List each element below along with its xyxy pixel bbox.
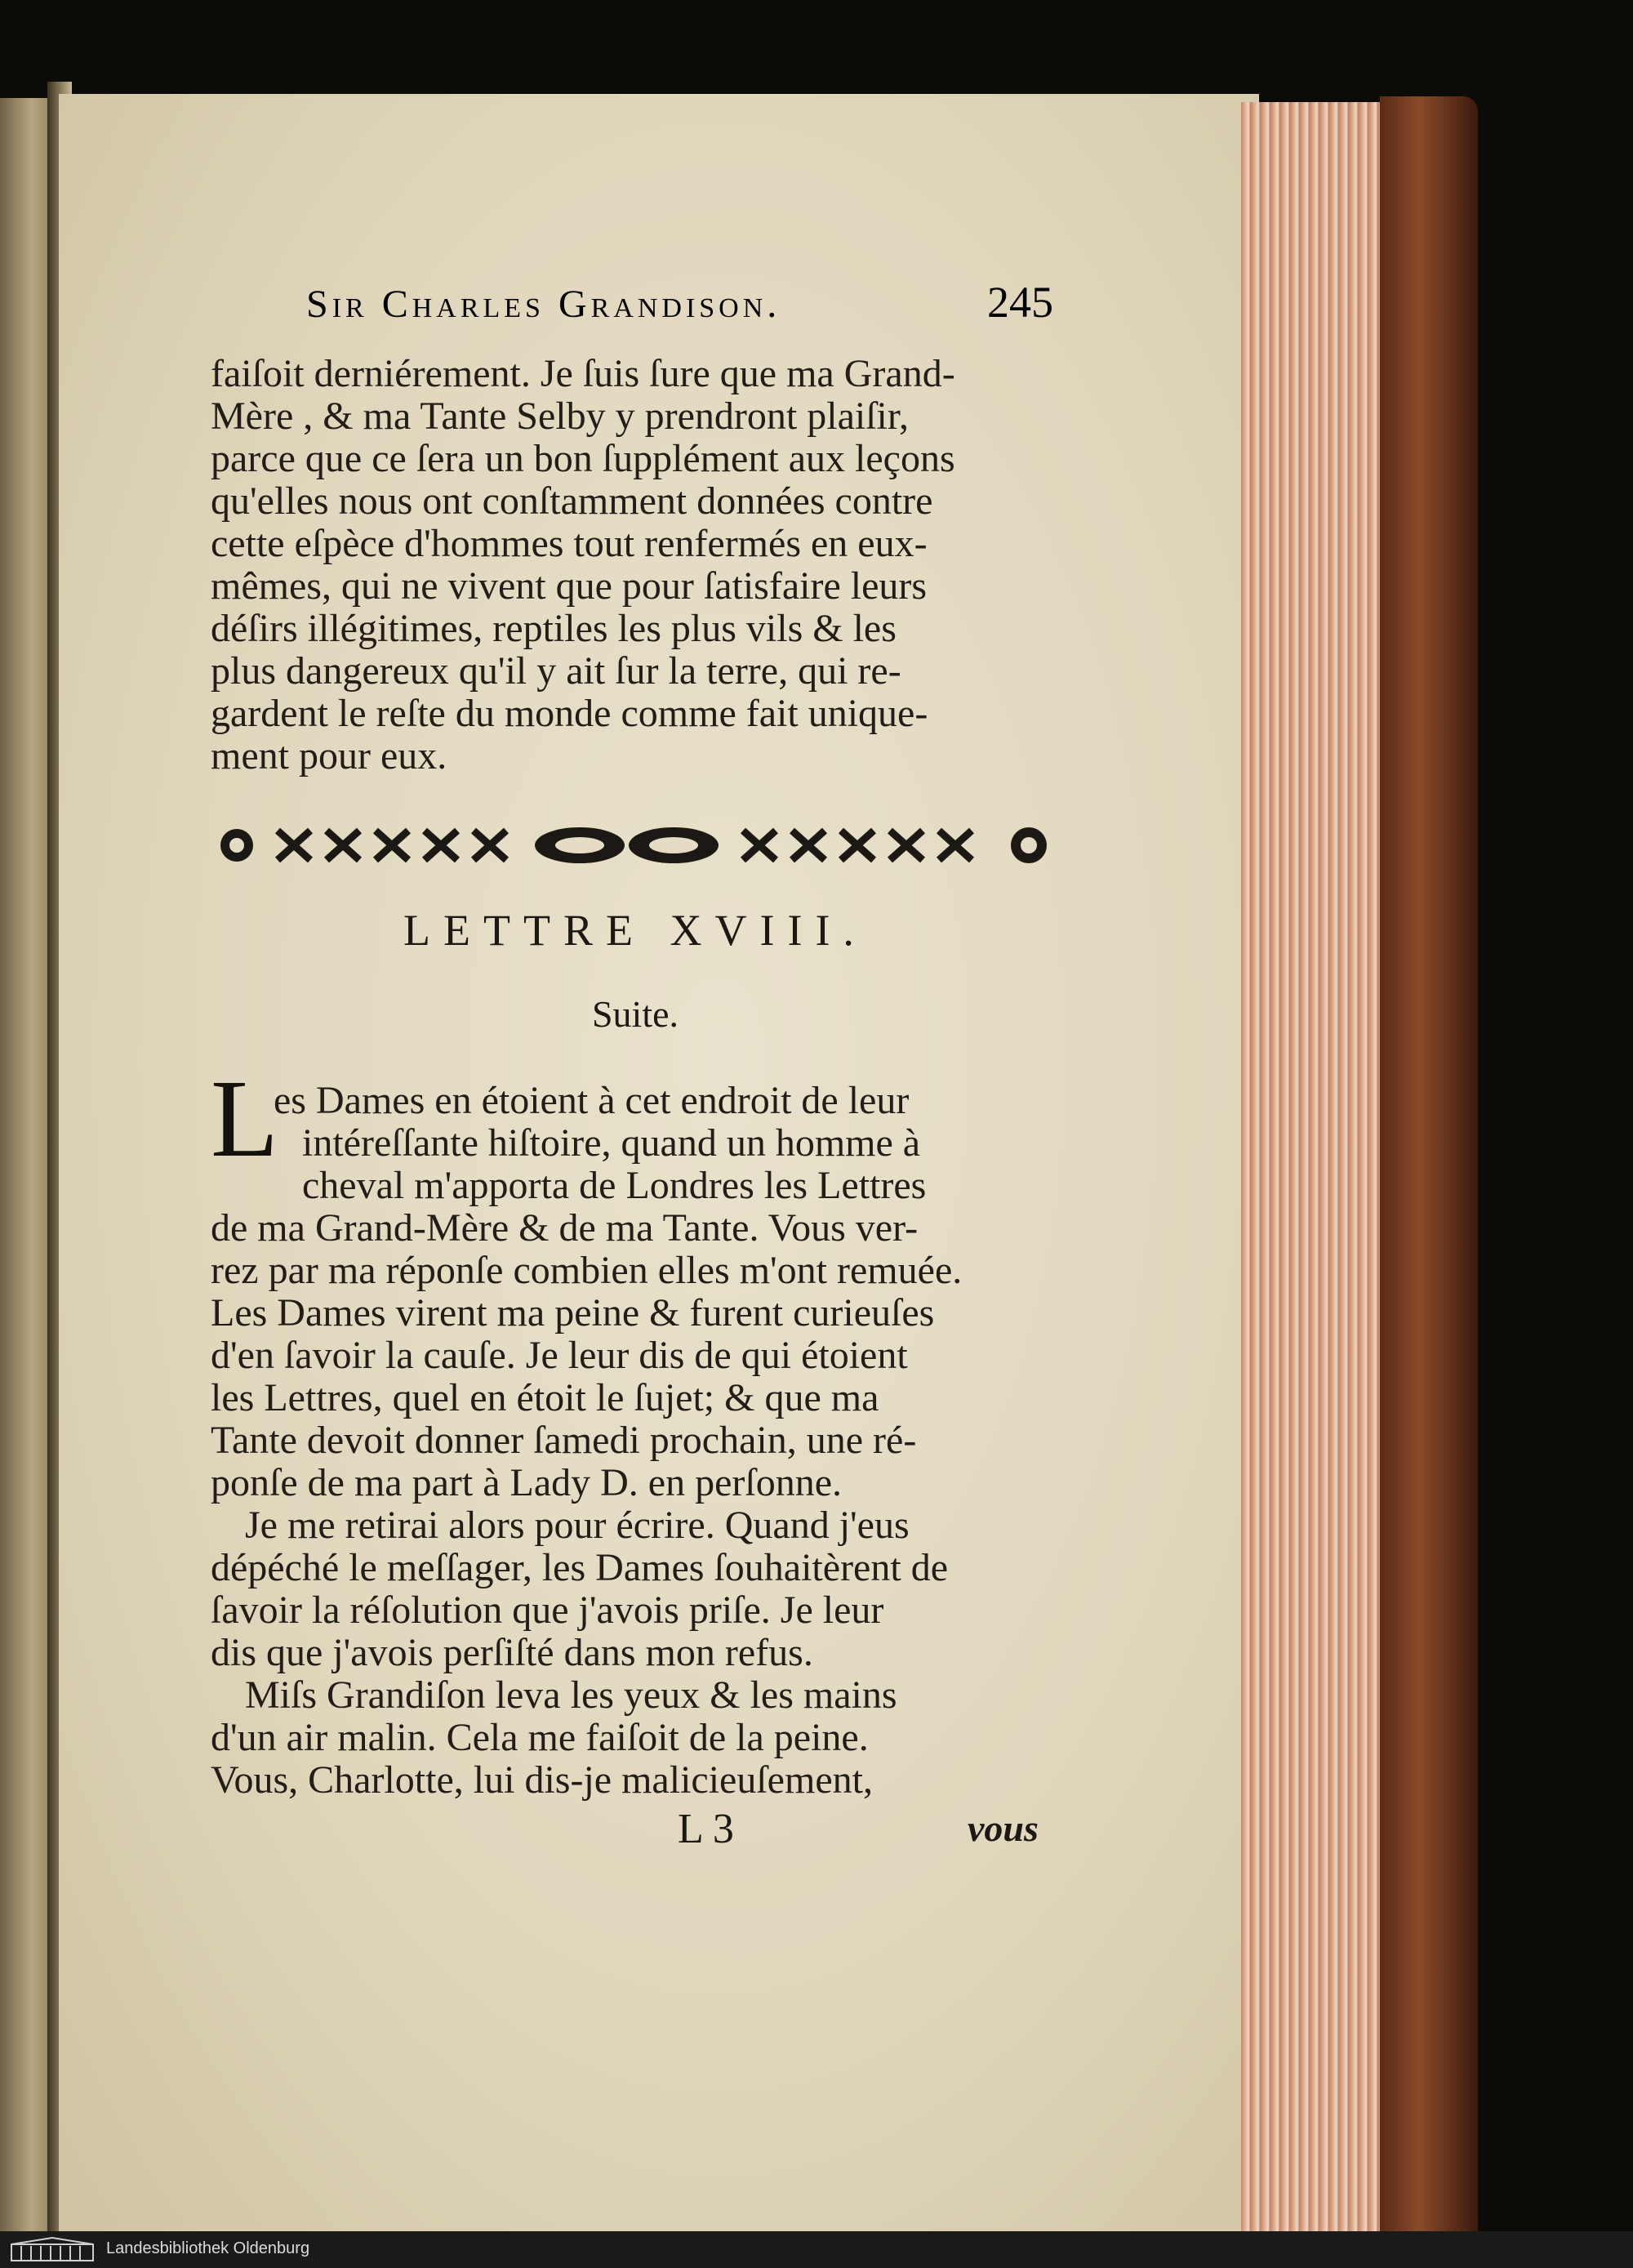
- text-line: rez par ma réponſe combien elles m'ont remuée.: [211, 1249, 963, 1292]
- footer-bar: [0, 2231, 1633, 2268]
- text-line: d'en ſavoir la cauſe. Je leur dis de qui étoient: [211, 1334, 908, 1377]
- text-line: cheval m'apporta de Londres les Lettres: [302, 1164, 927, 1207]
- letter-title: LETTRE XVIII.: [403, 906, 867, 955]
- book-cover: [1380, 96, 1478, 2244]
- text-line: gardent le reſte du monde comme fait unique-: [211, 692, 928, 735]
- text-line: intéreſſante hiſtoire, quand un homme à: [302, 1121, 921, 1165]
- text-line: qu'elles nous ont conſtamment données contre: [211, 479, 933, 523]
- page-edges: [1241, 102, 1392, 2234]
- page-number: 245: [987, 278, 1053, 327]
- text-line: parce que ce ſera un bon ſupplément aux leçons: [211, 437, 955, 480]
- text-line: Vous, Charlotte, lui dis-je malicieuſement,: [211, 1758, 873, 1802]
- text-line: ponſe de ma part à Lady D. en perſonne.: [211, 1461, 843, 1504]
- text-line: ment pour eux.: [211, 734, 447, 778]
- text-line: les Lettres, quel en étoit le ſujet; & que ma: [211, 1376, 879, 1419]
- text-line: es Dames en étoient à cet endroit de leur: [274, 1079, 910, 1122]
- text-line: plus dangereux qu'il y ait ſur la terre, qui re-: [211, 649, 901, 693]
- text-line: Miſs Grandiſon leva les yeux & les mains: [245, 1673, 897, 1717]
- text-line: déſirs illégitimes, reptiles les plus vils & les: [211, 607, 897, 650]
- text-line: mêmes, qui ne vivent que pour ſatisfaire leurs: [211, 564, 928, 608]
- text-line: Je me retirai alors pour écrire. Quand j'eus: [245, 1504, 910, 1547]
- text-line: ſavoir la réſolution que j'avois priſe. Je leur: [211, 1588, 884, 1632]
- text-line: dépéché le meſſager, les Dames ſouhaitèrent de: [211, 1546, 948, 1589]
- drop-cap: L: [211, 1058, 279, 1180]
- text-line: faiſoit derniérement. Je ſuis ſure que ma Grand-: [211, 352, 955, 395]
- text-line: d'un air malin. Cela me faiſoit de la peine.: [211, 1716, 869, 1759]
- text-line: de ma Grand-Mère & de ma Tante. Vous ver-: [211, 1206, 919, 1250]
- running-head-title: Sir Charles Grandison.: [306, 283, 781, 326]
- library-name: Landesbibliothek Oldenburg: [106, 2239, 310, 2257]
- ornament-band: [212, 821, 1061, 870]
- text-line: Les Dames virent ma peine & furent curieuſes: [211, 1291, 935, 1335]
- signature-mark: L 3: [678, 1806, 734, 1852]
- letter-subtitle: Suite.: [591, 993, 679, 1035]
- text-line: Mère , & ma Tante Selby y prendront plaiſir,: [211, 394, 909, 438]
- text-line: dis que j'avois perſiſté dans mon refus.: [211, 1631, 813, 1674]
- text-line: Tante devoit donner ſamedi prochain, une ré-: [211, 1419, 917, 1462]
- catchword: vous: [968, 1807, 1039, 1849]
- text-line: cette eſpèce d'hommes tout renfermés en eux-: [211, 522, 928, 565]
- running-head: [306, 278, 1053, 347]
- library-building-icon: [8, 2236, 98, 2262]
